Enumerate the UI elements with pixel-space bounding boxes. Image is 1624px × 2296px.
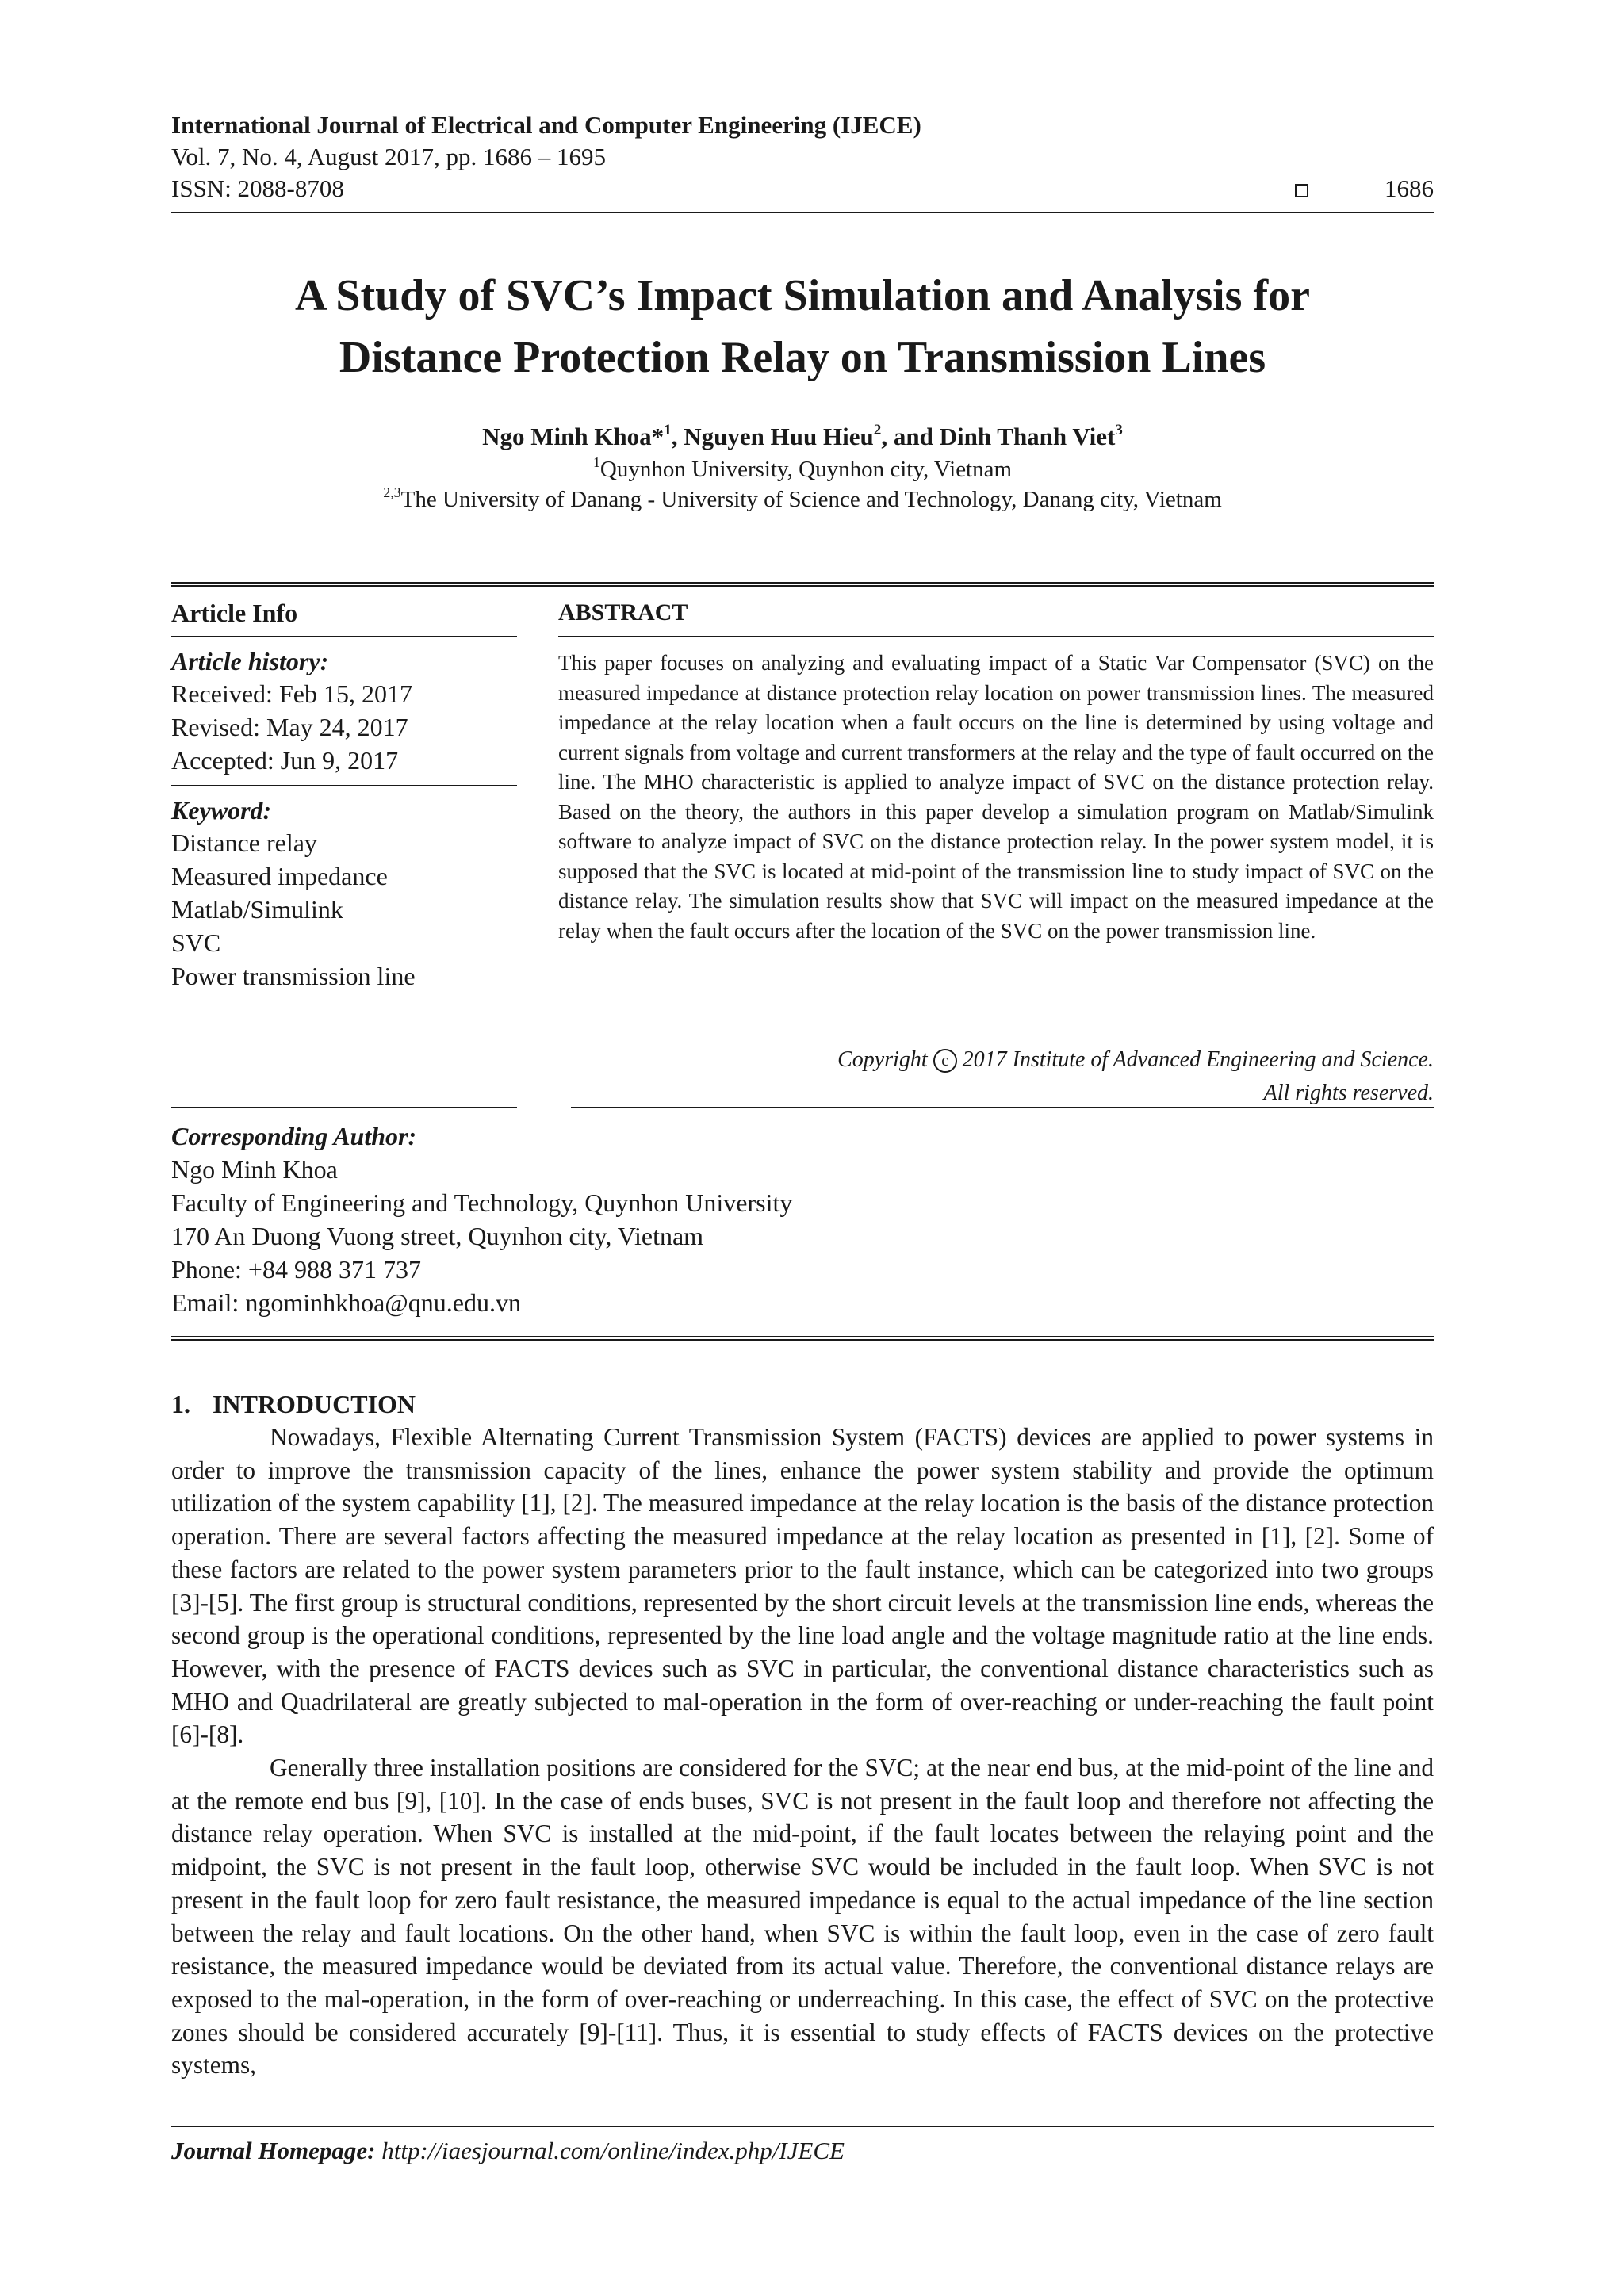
copyright-icon: c — [933, 1049, 957, 1073]
paragraph: Generally three installation positions are considered for the SVC; at the near end bus, at the mid-point of the line and at the remote end bus [9], [10]. In the case of ends buses, SVC is not present in the fault loop and therefore not affecting the distance relay operation. When SVC is installed at the mid-point, if the fault locates between the relaying point and the midpoint, the SVC is not present in the fault loop, otherwise SVC would be included in the fault loop. When SVC is not present in the fault loop for zero fault resistance, the measured impedance is equal to the actual impedance of the line section between the relay and fault locations. On the other hand, when SVC is within the fault loop, even in the case of zero fault resistance, the measured impedance would be deviated from its actual value. Therefore, the conventional distance relays are exposed to the mal-operation, in the form of over-reaching or underreaching. In this case, the effect of SVC on the protective zones should be considered accurately [9]-[11]. Thus, it is essential to study effects of FACTS devices on the protective systems, — [171, 1754, 1434, 2080]
section-double-rule — [171, 1336, 1434, 1341]
corresponding-author — [171, 1119, 1434, 1319]
paragraph: Nowadays, Flexible Alternating Current Transmission System (FACTS) devices are applied to power systems in order to improve the transmission capacity of the lines, enhance the power system stability and provide the optimum utilization of the system capability [1], [2]. The measured impedance at the relay location is the basis of the distance protection operation. There are several factors affecting the measured impedance at the relay location as presented in [1], [2]. Some of these factors are related to the power system parameters prior to the fault instance, which can be categorized into two groups [3]-[5]. The first group is structural conditions, represented by the short circuit levels at the transmission line ends, whereas the second group is the operational conditions, represented by the line load angle and the voltage magnitude ratio at the line ends. However, with the presence of FACTS devices such as SVC in particular, the conventional distance characteristics such as MHO and Quadrilateral are greatly subjected to mal-operation in the form of over-reaching or under-reaching the fault point [6]-[8]. — [171, 1423, 1434, 1749]
history-item: Revised: May 24, 2017 — [171, 713, 408, 741]
article-info — [171, 596, 517, 993]
keyword-item: Matlab/Simulink — [171, 895, 343, 924]
copyright-line-1 — [558, 1043, 1434, 1077]
affiliation-sup: 2,3 — [383, 484, 401, 500]
separator-left — [171, 1107, 517, 1108]
footer-label: Journal Homepage: — [171, 2137, 376, 2164]
corresponding-heading: Corresponding Author: — [171, 1122, 417, 1150]
affiliation-text: The University of Danang - University of Science and Technology, Danang city, Vietnam — [400, 487, 1222, 512]
journal-header — [171, 109, 1434, 205]
volume-line: Vol. 7, No. 4, August 2017, pp. 1686 – 1695 — [171, 143, 606, 170]
issn: ISSN: 2088-8708 — [171, 174, 344, 202]
corresponding-line: Phone: +84 988 371 737 — [171, 1255, 421, 1284]
history-heading: Article history: — [171, 647, 329, 675]
square-icon — [1295, 184, 1308, 197]
author-name: Nguyen Huu Hieu — [684, 423, 874, 450]
introduction-body — [171, 1421, 1434, 2082]
affiliation-sup: 1 — [592, 453, 600, 470]
section-double-rule — [171, 582, 1434, 587]
author-separator: , — [671, 423, 684, 450]
article-info-heading: Article Info — [171, 596, 517, 637]
corresponding-line: Ngo Minh Khoa — [171, 1155, 338, 1184]
author-sup: 2 — [873, 421, 882, 438]
keyword-item: Measured impedance — [171, 862, 388, 890]
keyword-item: Power transmission line — [171, 962, 416, 990]
affiliation-text: Quynhon University, Quynhon city, Vietnam — [599, 457, 1013, 482]
author-name: Ngo Minh Khoa* — [482, 423, 665, 450]
footer-rule — [171, 2126, 1434, 2127]
author-sup: 3 — [1115, 421, 1123, 438]
author-separator: , and — [881, 423, 940, 450]
footer — [171, 2134, 845, 2168]
header-rule — [171, 212, 1434, 213]
affiliation — [171, 485, 1434, 514]
journal-name: International Journal of Electrical and Computer Engineering (IJECE) — [171, 111, 921, 139]
author-list — [171, 421, 1434, 453]
issn-line — [171, 173, 1434, 205]
keyword-heading: Keyword: — [171, 796, 272, 825]
affiliation — [171, 455, 1434, 484]
author-name: Dinh Thanh Viet — [939, 423, 1116, 450]
title-line-1: A Study of SVC’s Impact Simulation and Analysis for — [295, 271, 1310, 320]
journal-homepage-link[interactable]: http://iaesjournal.com/online/index.php/IJECE — [381, 2137, 845, 2164]
copyright-prefix: Copyright — [837, 1047, 928, 1072]
copyright-text: 2017 Institute of Advanced Engineering and Science. — [962, 1047, 1434, 1072]
author-sup: 1 — [664, 421, 672, 438]
copyright-notice — [558, 1043, 1434, 1110]
page-number: 1686 — [1385, 174, 1434, 202]
separator-right — [571, 1107, 1434, 1108]
paper-title — [171, 265, 1434, 388]
title-line-2: Distance Protection Relay on Transmission Lines — [339, 333, 1266, 382]
article-history — [171, 645, 517, 786]
abstract-heading: ABSTRACT — [558, 596, 1434, 637]
section-number: 1. — [171, 1390, 190, 1418]
section-heading — [171, 1387, 416, 1421]
history-item: Accepted: Jun 9, 2017 — [171, 746, 399, 775]
paper-page — [171, 0, 1434, 2296]
corresponding-line: 170 An Duong Vuong street, Quynhon city, Vietnam — [171, 1222, 704, 1250]
corresponding-line: Faculty of Engineering and Technology, Quynhon University — [171, 1188, 793, 1217]
keywords — [171, 794, 517, 993]
keyword-item: SVC — [171, 928, 221, 957]
keyword-item: Distance relay — [171, 828, 317, 857]
abstract — [558, 596, 1434, 946]
history-item: Received: Feb 15, 2017 — [171, 679, 412, 708]
corresponding-line: Email: ngominhkhoa@qnu.edu.vn — [171, 1288, 521, 1317]
section-title: INTRODUCTION — [213, 1390, 416, 1418]
abstract-text: This paper focuses on analyzing and evaluating impact of a Static Var Compensator (SVC) on the measured impedance at distance protection relay location on power transmission lines. The measured impedance at the relay location when a fault occurs on the line is determined by using voltage and current signals from voltage and current transformers at the relay and the type of fault occurred on the line. The MHO characteristic is applied to analyze impact of SVC on the distance protection relay. Based on the theory, the authors in this paper develop a simulation program on Matlab/Simulink software to analyze impact of SVC on the distance protection relay. In the power system model, it is supposed that the SVC is located at mid-point of the transmission line to study impact of SVC on the distance relay. The simulation results show that SVC will impact on the measured impedance at the relay when the fault occurs after the location of the SVC on the power transmission line. — [558, 651, 1434, 943]
copyright-line-2: All rights reserved. — [1263, 1081, 1434, 1105]
